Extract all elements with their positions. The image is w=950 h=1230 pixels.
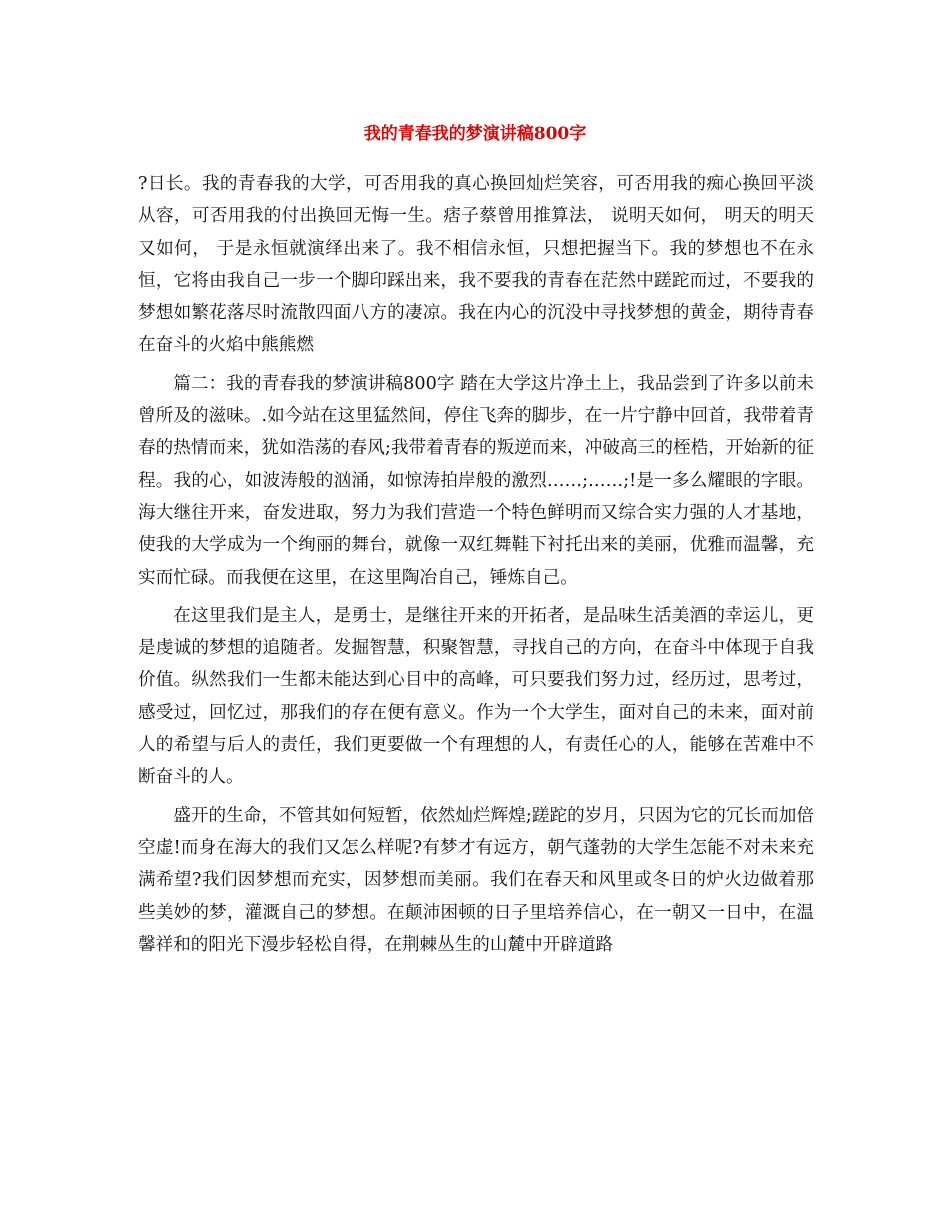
- body-paragraph-1: ?日长。我的青春我的大学，可否用我的真心换回灿烂笑容，可否用我的痴心换回平淡从容，可否用我的付出换回无悔一生。痞子蔡曾用推算法， 说明天如何， 明天的明天又如何， 于是永恒就演绎出来了。我不相信永恒，只想把握当下。我的梦想也不在永恒，它将由我自己一步一个脚印踩出来，我不要我的青春在茫然中蹉跎而过，不要我的梦想如繁花落尽时流散四面八方的凄凉。我在内心的沉没中寻找梦想的黄金，期待青春在奋斗的火焰中熊熊燃: [138, 174, 814, 356]
- body-paragraph-3: 在这里我们是主人，是勇士，是继往开来的开拓者，是品味生活美酒的幸运儿，更是虔诚的梦想的追随者。发掘智慧，积聚智慧，寻找自己的方向，在奋斗中体现于自我价值。纵然我们一生都未能达到心目中的高峰，可只要我们努力过，经历过，思考过，感受过，回忆过，那我们的存在便有意义。作为一个大学生，面对自己的未来，面对前人的希望与后人的责任，我们更要做一个有理想的人，有责任心的人，能够在苦难中不断奋斗的人。: [138, 605, 814, 788]
- body-paragraph-2: 篇二：我的青春我的梦演讲稿800字 踏在大学这片净土上，我品尝到了许多以前未曾所及的滋味。.如今站在这里猛然间，停住飞奔的脚步，在一片宁静中回首，我带着青春的热情而来，犹如浩荡的春风;我带着青春的叛逆而来，冲破高三的桎梏，开始新的征程。我的心，如波涛般的汹涌，如惊涛拍岸般的激烈……;……;!是一多么耀眼的字眼。海大继往开来，奋发进取，努力为我们营造一个特色鲜明而又综合实力强的人才基地，使我的大学成为一个绚丽的舞台，就像一双红舞鞋下衬托出来的美丽，优雅而温馨，充实而忙碌。而我便在这里，在这里陶冶自己，锤炼自己。: [138, 373, 814, 588]
- document-body: [138, 168, 814, 967]
- body-paragraph-4: 盛开的生命，不管其如何短暂，依然灿烂辉煌;蹉跎的岁月，只因为它的冗长而加倍空虚!而身在海大的我们又怎么样呢?有梦才有远方，朝气蓬勃的大学生怎能不对未来充满希望?我们因梦想而充实，因梦想而美丽。我们在春天和风里或冬日的炉火边做着那些美妙的梦，灌溉自己的梦想。在颠沛困顿的日子里培养信心，在一朝又一日中，在温馨祥和的阳光下漫步轻松自得，在荆棘丛生的山麓中开辟道路: [138, 805, 814, 955]
- document-title: 我的青春我的梦演讲稿800字: [363, 124, 587, 144]
